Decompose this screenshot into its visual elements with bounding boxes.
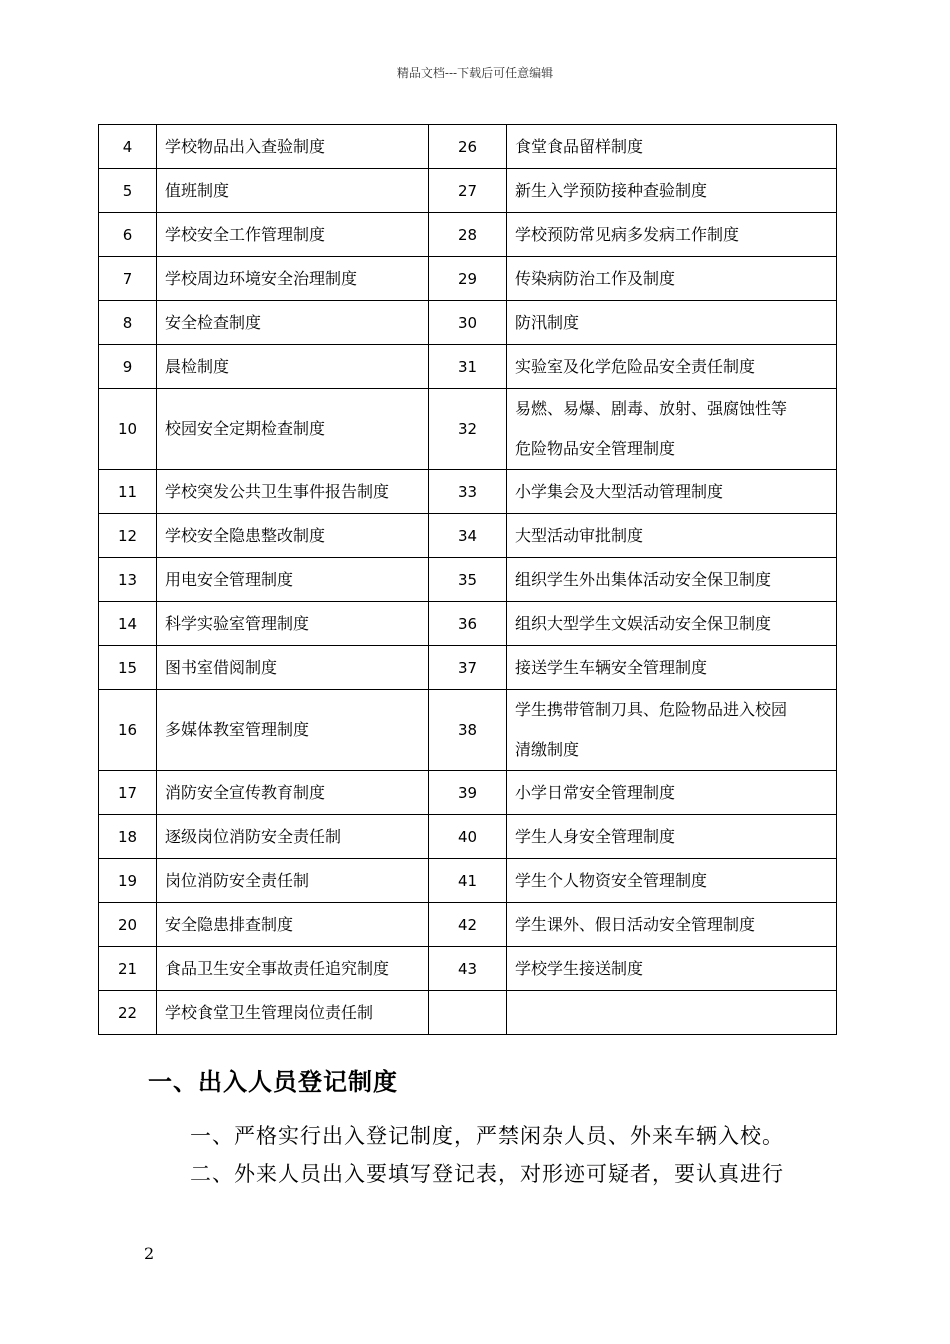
- left-title: 逐级岗位消防安全责任制: [157, 815, 429, 859]
- paragraph-1: 一、严格实行出入登记制度，严禁闲杂人员、外来车辆入校。: [190, 1124, 784, 1148]
- right-title: [507, 991, 837, 1035]
- left-number: 18: [99, 815, 157, 859]
- left-number: 10: [99, 389, 157, 470]
- left-title: 科学实验室管理制度: [157, 602, 429, 646]
- left-number: 17: [99, 771, 157, 815]
- right-title: 新生入学预防接种查验制度: [507, 169, 837, 213]
- table-row: [99, 301, 837, 345]
- left-number: 13: [99, 558, 157, 602]
- left-title: 安全检查制度: [157, 301, 429, 345]
- right-number: 28: [429, 213, 507, 257]
- right-title: 食堂食品留样制度: [507, 125, 837, 169]
- left-number: 21: [99, 947, 157, 991]
- right-number: 31: [429, 345, 507, 389]
- right-title: 学校学生接送制度: [507, 947, 837, 991]
- right-title: 防汛制度: [507, 301, 837, 345]
- right-title: [507, 690, 837, 771]
- right-title: 学校预防常见病多发病工作制度: [507, 213, 837, 257]
- right-number: 29: [429, 257, 507, 301]
- left-title: 消防安全宣传教育制度: [157, 771, 429, 815]
- left-number: 7: [99, 257, 157, 301]
- right-title: 实验室及化学危险品安全责任制度: [507, 345, 837, 389]
- right-number: 40: [429, 815, 507, 859]
- page-number: 2: [144, 1244, 155, 1263]
- left-number: 19: [99, 859, 157, 903]
- left-number: 20: [99, 903, 157, 947]
- table-row: [99, 602, 837, 646]
- left-title: 学校物品出入查验制度: [157, 125, 429, 169]
- right-number: 43: [429, 947, 507, 991]
- left-title: 多媒体教室管理制度: [157, 690, 429, 771]
- table-row: [99, 514, 837, 558]
- right-number: 27: [429, 169, 507, 213]
- left-number: 11: [99, 470, 157, 514]
- right-number: 35: [429, 558, 507, 602]
- left-title: 学校突发公共卫生事件报告制度: [157, 470, 429, 514]
- right-number: 38: [429, 690, 507, 771]
- table-row: [99, 690, 837, 771]
- table-row: [99, 169, 837, 213]
- left-number: 12: [99, 514, 157, 558]
- left-title: 安全隐患排查制度: [157, 903, 429, 947]
- right-number: 26: [429, 125, 507, 169]
- left-number: 16: [99, 690, 157, 771]
- right-title: 传染病防治工作及制度: [507, 257, 837, 301]
- right-title: 组织学生外出集体活动安全保卫制度: [507, 558, 837, 602]
- paragraph-2: 二、外来人员出入要填写登记表，对形迹可疑者，要认真进行: [190, 1162, 784, 1186]
- right-number: [429, 991, 507, 1035]
- right-number: 33: [429, 470, 507, 514]
- right-number: 42: [429, 903, 507, 947]
- right-title: 学生个人物资安全管理制度: [507, 859, 837, 903]
- table-row: [99, 558, 837, 602]
- table-row: [99, 125, 837, 169]
- right-title: 小学日常安全管理制度: [507, 771, 837, 815]
- right-number: 30: [429, 301, 507, 345]
- left-number: 6: [99, 213, 157, 257]
- right-title: 学生人身安全管理制度: [507, 815, 837, 859]
- right-title: 小学集会及大型活动管理制度: [507, 470, 837, 514]
- right-title-line-1: 学生携带管制刀具、危险物品进入校园: [515, 700, 788, 719]
- table-row: [99, 991, 837, 1035]
- table-row: [99, 470, 837, 514]
- right-number: 32: [429, 389, 507, 470]
- right-title: 学生课外、假日活动安全管理制度: [507, 903, 837, 947]
- right-title: 接送学生车辆安全管理制度: [507, 646, 837, 690]
- right-number: 34: [429, 514, 507, 558]
- table-row: [99, 903, 837, 947]
- regulation-table: [98, 124, 837, 1035]
- left-number: 5: [99, 169, 157, 213]
- left-title: 值班制度: [157, 169, 429, 213]
- table-row: [99, 947, 837, 991]
- left-title: 图书室借阅制度: [157, 646, 429, 690]
- left-number: 4: [99, 125, 157, 169]
- table-row: [99, 213, 837, 257]
- left-number: 22: [99, 991, 157, 1035]
- right-number: 41: [429, 859, 507, 903]
- left-title: 晨检制度: [157, 345, 429, 389]
- left-number: 9: [99, 345, 157, 389]
- left-title: 校园安全定期检查制度: [157, 389, 429, 470]
- table-row: [99, 345, 837, 389]
- right-title-line-2: 危险物品安全管理制度: [515, 439, 676, 458]
- table-row: [99, 815, 837, 859]
- table-row: [99, 257, 837, 301]
- right-title: [507, 389, 837, 470]
- left-title: 食品卫生安全事故责任追究制度: [157, 947, 429, 991]
- table-row: [99, 646, 837, 690]
- right-title: 组织大型学生文娱活动安全保卫制度: [507, 602, 837, 646]
- right-title: 大型活动审批制度: [507, 514, 837, 558]
- right-number: 36: [429, 602, 507, 646]
- right-title-line-2: 清缴制度: [515, 740, 580, 759]
- right-number: 37: [429, 646, 507, 690]
- left-number: 14: [99, 602, 157, 646]
- table-row: [99, 859, 837, 903]
- left-title: 学校食堂卫生管理岗位责任制: [157, 991, 429, 1035]
- left-title: 岗位消防安全责任制: [157, 859, 429, 903]
- table-row: [99, 389, 837, 470]
- section-title: 一、出入人员登记制度: [148, 1068, 398, 1096]
- left-title: 学校周边环境安全治理制度: [157, 257, 429, 301]
- left-title: 学校安全工作管理制度: [157, 213, 429, 257]
- right-number: 39: [429, 771, 507, 815]
- left-number: 15: [99, 646, 157, 690]
- left-number: 8: [99, 301, 157, 345]
- left-title: 用电安全管理制度: [157, 558, 429, 602]
- page-header: 精品文档---下载后可任意编辑: [396, 66, 554, 80]
- right-title-line-1: 易燃、易爆、剧毒、放射、强腐蚀性等: [515, 399, 788, 418]
- left-title: 学校安全隐患整改制度: [157, 514, 429, 558]
- table-row: [99, 771, 837, 815]
